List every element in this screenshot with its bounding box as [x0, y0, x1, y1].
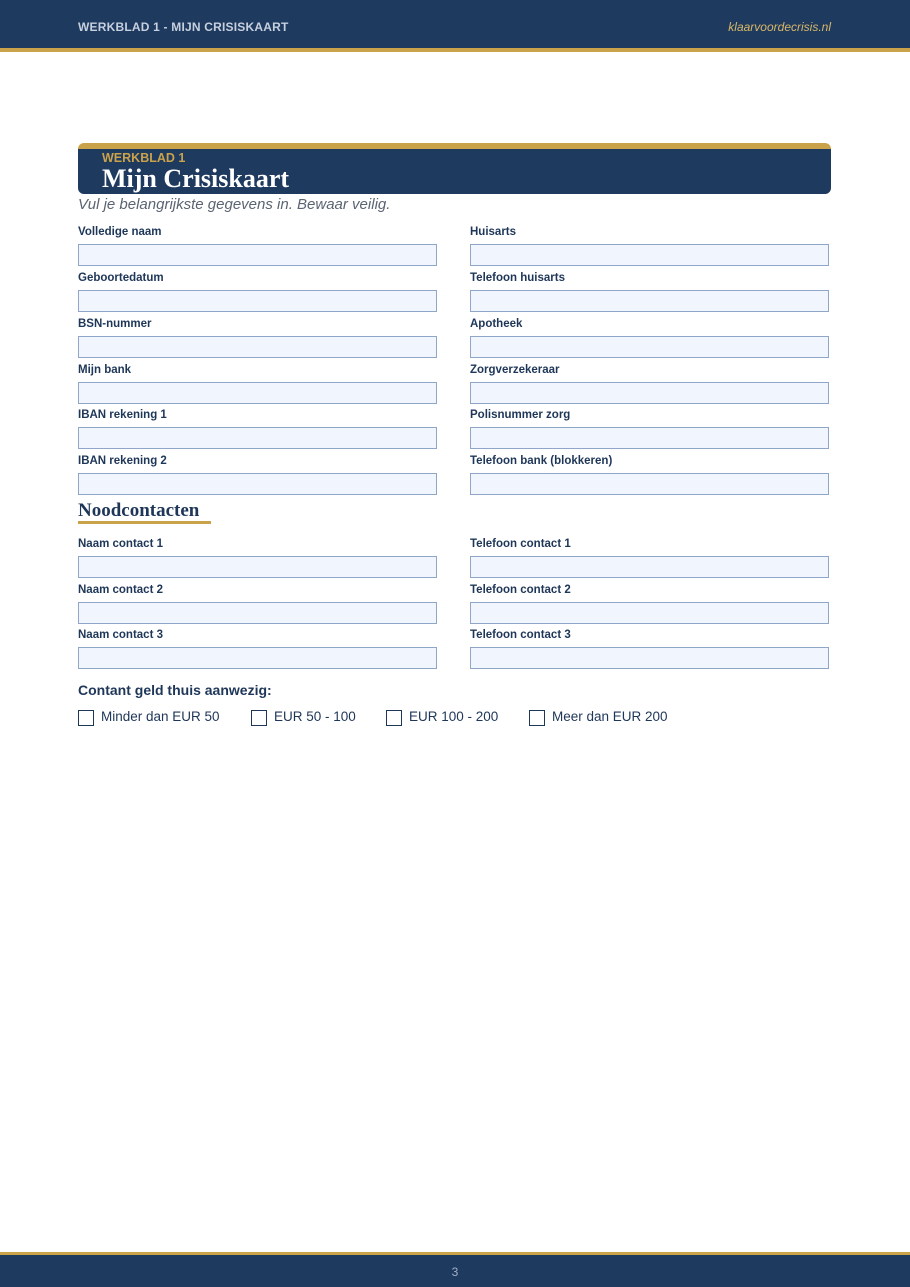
checkbox[interactable] — [251, 710, 267, 726]
page-footer-bar — [0, 1252, 910, 1287]
checkbox[interactable] — [529, 710, 545, 726]
gp-field[interactable] — [470, 244, 829, 266]
cash-question: Contant geld thuis aanwezig: — [78, 682, 272, 698]
bank-field[interactable] — [78, 382, 437, 404]
checkbox-label: EUR 100 - 200 — [409, 709, 499, 724]
checkbox-label: Minder dan EUR 50 — [101, 709, 220, 724]
worksheet-subtitle: Vul je belangrijkste gegevens in. Bewaar veilig. — [78, 196, 391, 213]
section-underline — [78, 521, 211, 524]
label-iban-1: IBAN rekening 1 — [78, 409, 167, 421]
checkbox[interactable] — [78, 710, 94, 726]
policy-number-field[interactable] — [470, 427, 829, 449]
page-number: 3 — [451, 1265, 459, 1279]
label-bank: Mijn bank — [78, 364, 132, 376]
worksheet-banner — [78, 143, 831, 194]
emergency-contacts-heading: Noodcontacten — [78, 500, 200, 521]
insurer-field[interactable] — [470, 382, 829, 404]
label-contact-phone-2: Telefoon contact 2 — [470, 584, 571, 596]
gp-phone-field[interactable] — [470, 290, 829, 312]
label-gp: Huisarts — [470, 226, 517, 238]
label-contact-phone-3: Telefoon contact 3 — [470, 629, 571, 641]
label-pharmacy: Apotheek — [470, 318, 523, 330]
label-bank-phone: Telefoon bank (blokkeren) — [470, 455, 613, 467]
document-title: WERKBLAD 1 - MIJN CRISISKAART — [78, 20, 289, 34]
contact-phone-3-field[interactable] — [470, 647, 829, 669]
label-policy-number: Polisnummer zorg — [470, 409, 571, 421]
label-insurer: Zorgverzekeraar — [470, 364, 560, 376]
label-full-name: Volledige naam — [78, 226, 162, 238]
label-bsn: BSN-nummer — [78, 318, 152, 330]
label-gp-phone: Telefoon huisarts — [470, 272, 565, 284]
contact-name-3-field[interactable] — [78, 647, 437, 669]
worksheet-kicker: WERKBLAD 1 — [102, 151, 186, 165]
birth-date-field[interactable] — [78, 290, 437, 312]
label-contact-phone-1: Telefoon contact 1 — [470, 538, 571, 550]
checkbox[interactable] — [386, 710, 402, 726]
label-contact-name-2: Naam contact 2 — [78, 584, 164, 596]
worksheet-title: Mijn Crisiskaart — [102, 164, 290, 193]
checkbox-label: Meer dan EUR 200 — [552, 709, 668, 724]
pharmacy-field[interactable] — [470, 336, 829, 358]
label-birth-date: Geboortedatum — [78, 272, 164, 284]
contact-name-2-field[interactable] — [78, 602, 437, 624]
checkbox-label: EUR 50 - 100 — [274, 709, 356, 724]
bank-phone-field[interactable] — [470, 473, 829, 495]
iban-2-field[interactable] — [78, 473, 437, 495]
contact-phone-2-field[interactable] — [470, 602, 829, 624]
iban-1-field[interactable] — [78, 427, 437, 449]
full-name-field[interactable] — [78, 244, 437, 266]
contact-name-1-field[interactable] — [78, 556, 437, 578]
page-header-bar — [0, 0, 910, 52]
label-iban-2: IBAN rekening 2 — [78, 455, 167, 467]
bsn-field[interactable] — [78, 336, 437, 358]
contact-phone-1-field[interactable] — [470, 556, 829, 578]
website-url[interactable]: klaarvoordecrisis.nl — [728, 20, 831, 34]
label-contact-name-1: Naam contact 1 — [78, 538, 164, 550]
label-contact-name-3: Naam contact 3 — [78, 629, 164, 641]
